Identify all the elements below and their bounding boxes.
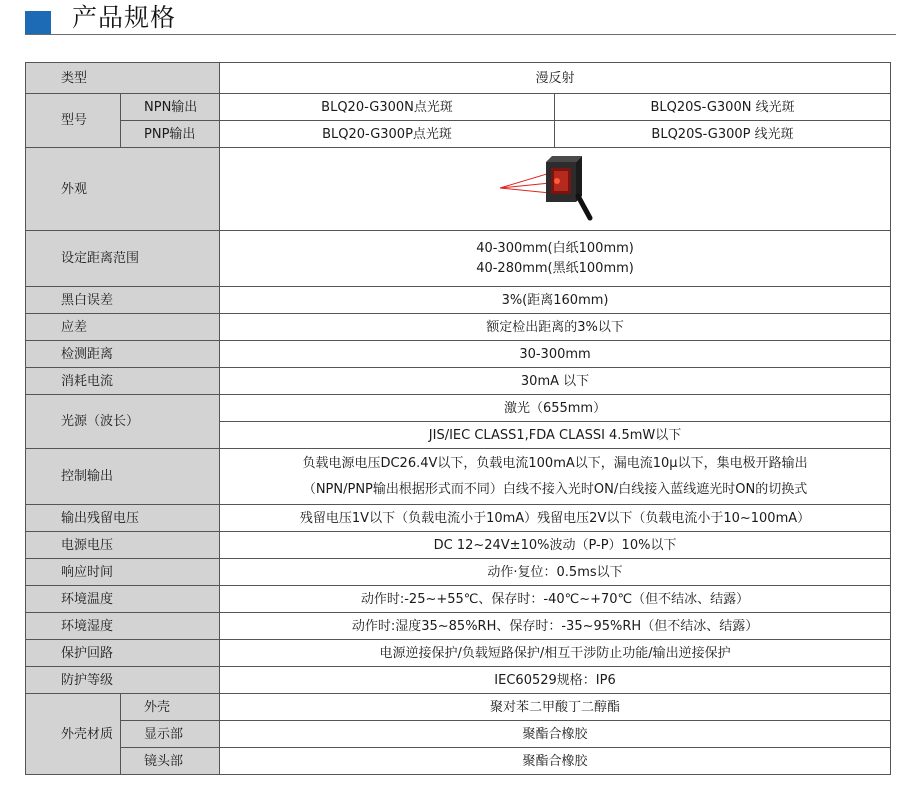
- spec-value: BLQ20-G300N点光斑: [220, 94, 555, 121]
- spec-value: BLQ20-G300P点光斑: [220, 121, 555, 148]
- spec-label: 外观: [26, 148, 220, 231]
- spec-value: 漫反射: [220, 63, 891, 94]
- spec-sublabel: 镜头部: [121, 748, 220, 775]
- table-row: [26, 559, 891, 586]
- table-row: [26, 721, 891, 748]
- spec-label: 设定距离范围: [26, 231, 220, 287]
- table-row: [26, 586, 891, 613]
- spec-value: 动作时:湿度35~85%RH、保存时：-35~95%RH（但不结冰、结露）: [220, 613, 891, 640]
- spec-value: 3%(距离160mm): [220, 287, 891, 314]
- spec-value-line: （NPN/PNP输出根据形式而不同）白线不接入光时ON/白线接入蓝线遮光时ON的切换式: [302, 481, 808, 497]
- spec-value: BLQ20S-G300N 线光斑: [555, 94, 891, 121]
- spec-label: 黑白误差: [26, 287, 220, 314]
- table-row: [26, 748, 891, 775]
- table-row: [26, 694, 891, 721]
- spec-label: 控制输出: [26, 449, 220, 505]
- table-row: [26, 449, 891, 505]
- spec-label: 外壳材质: [26, 694, 121, 775]
- laser-sensor-icon: [500, 150, 610, 224]
- spec-value: 聚酯合橡胶: [220, 748, 891, 775]
- spec-label: 环境温度: [26, 586, 220, 613]
- table-row: [26, 368, 891, 395]
- table-row: [26, 341, 891, 368]
- spec-sublabel: 显示部: [121, 721, 220, 748]
- page-title: 产品规格: [72, 3, 177, 32]
- spec-label: 类型: [26, 63, 220, 94]
- spec-value: DC 12~24V±10%波动（P-P）10%以下: [220, 532, 891, 559]
- table-row: [26, 231, 891, 287]
- table-row: [26, 395, 891, 422]
- table-row: [26, 505, 891, 532]
- spec-label: 保护回路: [26, 640, 220, 667]
- spec-value-line: 40-300mm(白纸100mm): [476, 240, 634, 256]
- spec-value: 动作·复位：0.5ms以下: [220, 559, 891, 586]
- spec-value: IEC60529规格：IP6: [220, 667, 891, 694]
- spec-value: 30-300mm: [220, 341, 891, 368]
- spec-label: 检测距离: [26, 341, 220, 368]
- table-row: [26, 613, 891, 640]
- spec-sublabel: PNP输出: [121, 121, 220, 148]
- spec-label: 防护等级: [26, 667, 220, 694]
- title-marker: [25, 11, 51, 34]
- page-header: [25, 0, 896, 36]
- spec-sublabel: NPN输出: [121, 94, 220, 121]
- spec-label: 响应时间: [26, 559, 220, 586]
- table-row: [26, 63, 891, 94]
- table-row: [26, 121, 891, 148]
- spec-value: 残留电压1V以下（负载电流小于10mA）残留电压2V以下（负载电流小于10~100mA）: [220, 505, 891, 532]
- spec-value-line: 40-280mm(黑纸100mm): [476, 260, 634, 276]
- table-row: [26, 667, 891, 694]
- table-row: [26, 287, 891, 314]
- spec-label: 应差: [26, 314, 220, 341]
- table-row: [26, 94, 891, 121]
- spec-value: JIS/IEC CLASS1,FDA CLASSI 4.5mW以下: [220, 422, 891, 449]
- spec-label: 电源电压: [26, 532, 220, 559]
- spec-value: BLQ20S-G300P 线光斑: [555, 121, 891, 148]
- spec-value-line: 负载电源电压DC26.4V以下，负载电流100mA以下，漏电流10μ以下，集电极开路输出: [302, 455, 808, 471]
- spec-value: 激光（655mm）: [220, 395, 891, 422]
- spec-value: 聚对苯二甲酸丁二醇酯: [220, 694, 891, 721]
- spec-value: 30mA 以下: [220, 368, 891, 395]
- spec-value: 聚酯合橡胶: [220, 721, 891, 748]
- spec-value: 动作时:-25~+55℃、保存时：-40℃~+70℃（但不结冰、结露）: [220, 586, 891, 613]
- spec-value: [220, 231, 891, 287]
- spec-label: 环境湿度: [26, 613, 220, 640]
- table-row: [26, 640, 891, 667]
- spec-label: 型号: [26, 94, 121, 148]
- table-row: [26, 148, 891, 231]
- spec-sublabel: 外壳: [121, 694, 220, 721]
- appearance-cell: [220, 148, 891, 231]
- spec-table: [25, 62, 891, 775]
- spec-value: [220, 449, 891, 505]
- spec-value: 额定检出距离的3%以下: [220, 314, 891, 341]
- table-row: [26, 532, 891, 559]
- table-row: [26, 314, 891, 341]
- spec-value: 电源逆接保护/负载短路保护/相互干涉防止功能/输出逆接保护: [220, 640, 891, 667]
- spec-label: 输出残留电压: [26, 505, 220, 532]
- spec-label: 光源（波长）: [26, 395, 220, 449]
- title-underline: [25, 34, 896, 35]
- spec-label: 消耗电流: [26, 368, 220, 395]
